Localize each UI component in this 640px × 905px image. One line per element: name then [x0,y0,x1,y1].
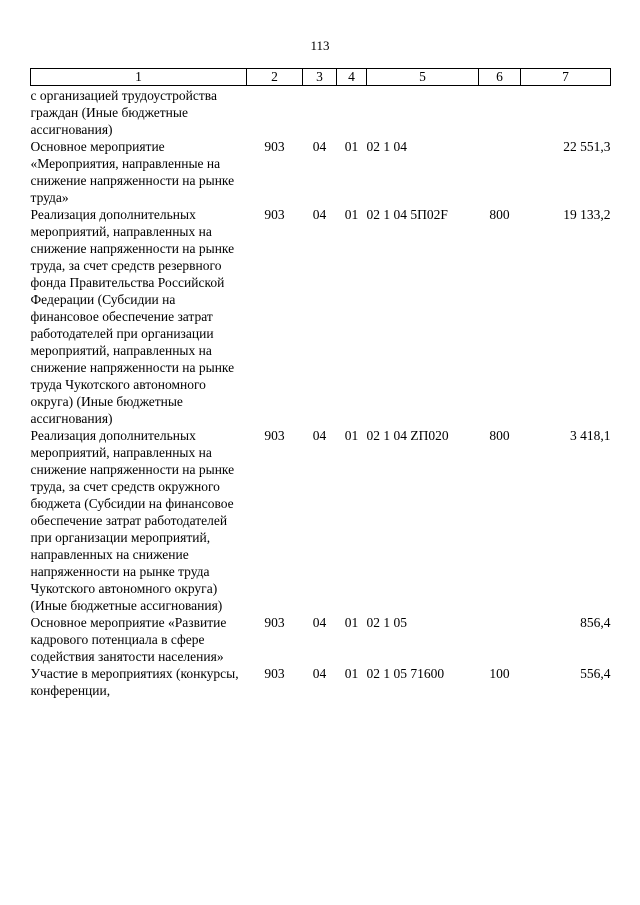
table-row [31,86,611,139]
table-row [31,206,611,427]
row-code: 903 [264,666,285,681]
row-name: Реализация дополнительных мероприятий, направленных на снижение напряженности на рынке труда, за счет средств резервного фонда Правительства Российской Федерации (Субсидии на финансовое обеспечение затрат работодателей при организации мероприятий, направленных на снижение напряженности на рынке труда Чукотского автономного округа) (Иные бюджетные ассигнования) [30,207,235,426]
row-subsection: 01 [344,428,359,443]
row-section: 04 [312,615,327,630]
row-subsection: 01 [344,615,359,630]
row-amount: 19 133,2 [563,207,611,222]
row-target: 02 1 05 [366,615,407,630]
table-row [31,138,611,206]
column-header-target: 5 [367,69,479,86]
row-section [303,86,337,139]
row-section: 04 [312,428,327,443]
row-amount: 3 418,1 [570,428,611,443]
column-header-code: 2 [247,69,303,86]
row-expense-type [479,86,521,139]
column-header-amount: 7 [521,69,611,86]
row-code: 903 [264,139,285,154]
row-amount [521,86,611,139]
row-expense-type: 800 [489,207,510,222]
row-name: с организацией трудоустройства граждан (Иные бюджетные ассигнования) [30,88,217,137]
row-amount: 556,4 [580,666,611,681]
budget-table [30,68,611,699]
row-amount: 856,4 [580,615,611,630]
column-header-expense-type: 6 [479,69,521,86]
row-subsection [337,86,367,139]
row-name: Основное мероприятие «Развитие кадрового потенциала в сфере содействия занятости населения» [30,615,227,664]
row-section: 04 [312,139,327,154]
column-header-section: 3 [303,69,337,86]
row-target: 02 1 04 5П02F [366,207,448,222]
column-header-name: 1 [31,69,247,86]
row-code: 903 [264,615,285,630]
row-section: 04 [312,207,327,222]
row-section: 04 [312,666,327,681]
row-expense-type [479,614,521,665]
table-row [31,427,611,614]
row-expense-type: 800 [489,428,510,443]
row-name: Реализация дополнительных мероприятий, направленных на снижение напряженности на рынке труда, за счет средств окружного бюджета (Субсидии на финансовое обеспечение затрат работодателей при организации мероприятий, направленных на снижение напряженности на рынке труда Чукотского автономного округа) (Иные бюджетные ассигнования) [30,428,235,613]
column-header-subsection: 4 [337,69,367,86]
row-subsection: 01 [344,207,359,222]
row-expense-type: 100 [489,666,510,681]
row-expense-type [479,138,521,206]
row-target: 02 1 05 71600 [366,666,445,681]
table-row [31,614,611,665]
row-code: 903 [264,428,285,443]
row-target: 02 1 04 [366,139,407,154]
row-target [367,86,479,139]
row-name: Основное мероприятие «Мероприятия, направленные на снижение напряженности на рынке труда» [30,139,235,205]
row-name: Участие в мероприятиях (конкурсы, конференции, [30,666,239,698]
row-subsection: 01 [344,666,359,681]
row-target: 02 1 04 ZП020 [366,428,449,443]
table-header-row [31,69,611,86]
row-subsection: 01 [344,139,359,154]
page-number: 113 [310,38,330,53]
row-code [247,86,303,139]
row-code: 903 [264,207,285,222]
row-amount: 22 551,3 [563,139,611,154]
table-row [31,665,611,699]
